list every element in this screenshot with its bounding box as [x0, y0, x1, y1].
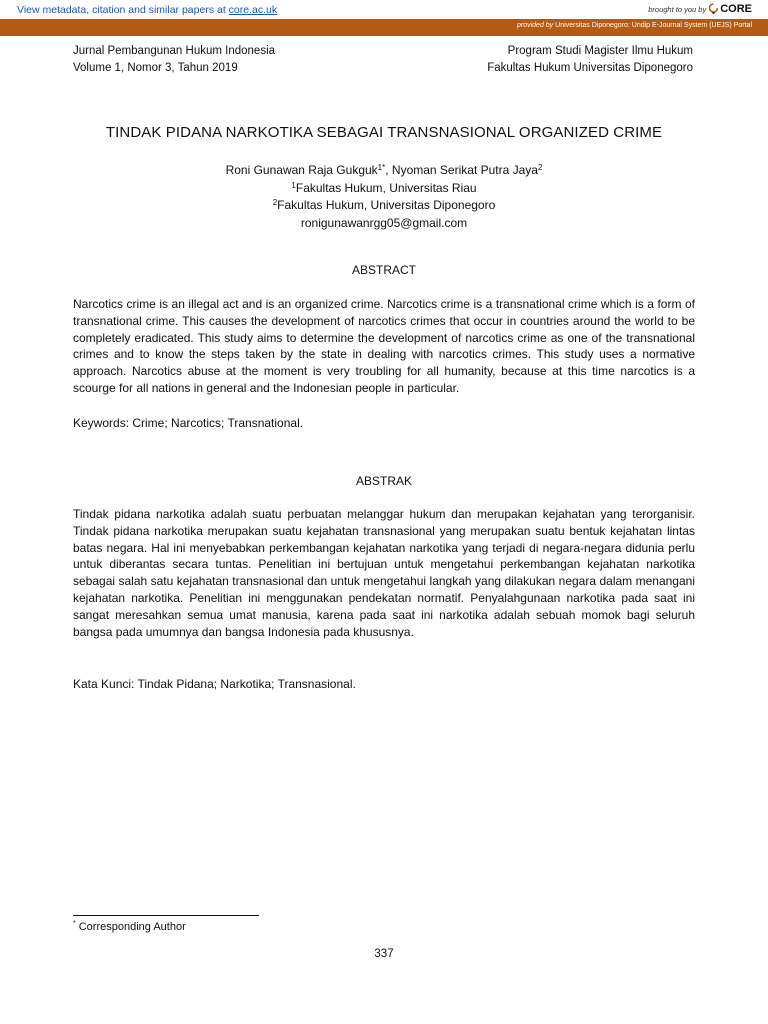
author-1: Roni Gunawan Raja Gukguk [225, 163, 378, 177]
abstrak-keywords: Kata Kunci: Tindak Pidana; Narkotika; Transnasional. [73, 677, 356, 691]
core-brought-by [648, 3, 752, 15]
author-separator: , [385, 163, 392, 177]
core-banner [0, 0, 768, 36]
faculty-name: Fakultas Hukum Universitas Diponegoro [487, 62, 693, 74]
program-name: Program Studi Magister Ilmu Hukum [507, 45, 693, 57]
journal-header-right [487, 43, 693, 77]
affiliation-2-text: Fakultas Hukum, Universitas Diponegoro [277, 198, 496, 212]
author-email: ronigunawanrgg05@gmail.com [300, 215, 468, 230]
affiliation-2 [0, 197, 768, 215]
abstrak-heading: ABSTRAK [355, 474, 412, 488]
abstract-heading: ABSTRACT [351, 263, 416, 277]
journal-header-left [73, 43, 275, 77]
journal-volume: Volume 1, Nomor 3, Tahun 2019 [73, 62, 238, 74]
affiliation-1 [0, 180, 768, 198]
provided-by-label: provided by [516, 22, 554, 29]
author-1-mark: 1* [377, 163, 386, 172]
core-brand-label: CORE [720, 3, 752, 15]
brought-by-label: brought to you by [648, 4, 707, 14]
core-link-prefix: View metadata, citation and similar papers at [17, 4, 229, 16]
core-logo-icon [709, 3, 718, 15]
footnote-mark: * [73, 920, 76, 927]
core-logo[interactable] [709, 3, 752, 15]
core-banner-top [0, 0, 768, 20]
abstract-text: Narcotics crime is an illegal act and is an organized crime. Narcotics crime is a transnational crime which is a form of transnational crime. This causes the development of narcotics crimes that occur in countries around the world to be completely eradicated. This study aims to determine the development of narcotics crime as one of the transnational crimes and to know the steps taken by the state in dealing with narcotics crimes. This study uses a normative approach. Narcotics abuse at the moment is very troubling for all humanity, because at this time narcotics is a scourge for all nations in general and the Indonesian people in particular. [73, 297, 695, 395]
footnote [73, 921, 186, 933]
affiliation-2-mark: 2 [272, 198, 278, 207]
author-line [0, 162, 768, 180]
core-metadata-link-text [17, 4, 277, 16]
author-2-mark: 2 [537, 163, 543, 172]
page-number: 337 [374, 948, 394, 960]
journal-name: Jurnal Pembangunan Hukum Indonesia [73, 45, 276, 57]
core-provided-by [517, 22, 752, 29]
paper-title: TINDAK PIDANA NARKOTIKA SEBAGAI TRANSNASIONAL ORGANIZED CRIME [105, 124, 663, 141]
abstrak-text: Tindak pidana narkotika adalah suatu perbuatan melanggar hukum dan merupakan kejahatan yang terorganisir. Tindak pidana narkotika merupakan suatu kejahatan transnasional yang merupakan suatu bentuk kejahatan lintas batas negara. Hal ini menyebabkan perkembangan kejahatan narkotika yang terjadi di negara-negara didunia perlu untuk diberantas secara tuntas. Penelitian ini bertujuan untuk mengetahui perkembangan kejahatan narkotika sebagai salah satu kejahatan transnasional dan untuk mengetahui langkah yang dilakukan negara dalam menangani kejahatan narkotika. Penelitian ini menggunakan pendekatan normatif. Penyalahgunaan narkotika pada saat ini sangat meresahkan semua umat manusia, karena pada saat ini narkotika adalah sebuah momok bagi seluruh bangsa pada umumnya dan bangsa Indonesia pada khususnya. [73, 507, 695, 639]
author-2: Nyoman Serikat Putra Jaya [391, 163, 538, 177]
footnote-divider [73, 915, 259, 916]
abstract-keywords: Keywords: Crime; Narcotics; Transnational. [73, 416, 304, 430]
author-block [0, 162, 768, 232]
affiliation-1-text: Fakultas Hukum, Universitas Riau [295, 180, 477, 195]
core-ac-uk-link[interactable]: core.ac.uk [228, 4, 278, 16]
affiliation-1-mark: 1 [291, 180, 296, 190]
footnote-text: Corresponding Author [78, 921, 186, 933]
provided-by-source[interactable]: Universitas Diponegoro: Undip E-Journal System (UEJS) Portal [555, 22, 752, 29]
